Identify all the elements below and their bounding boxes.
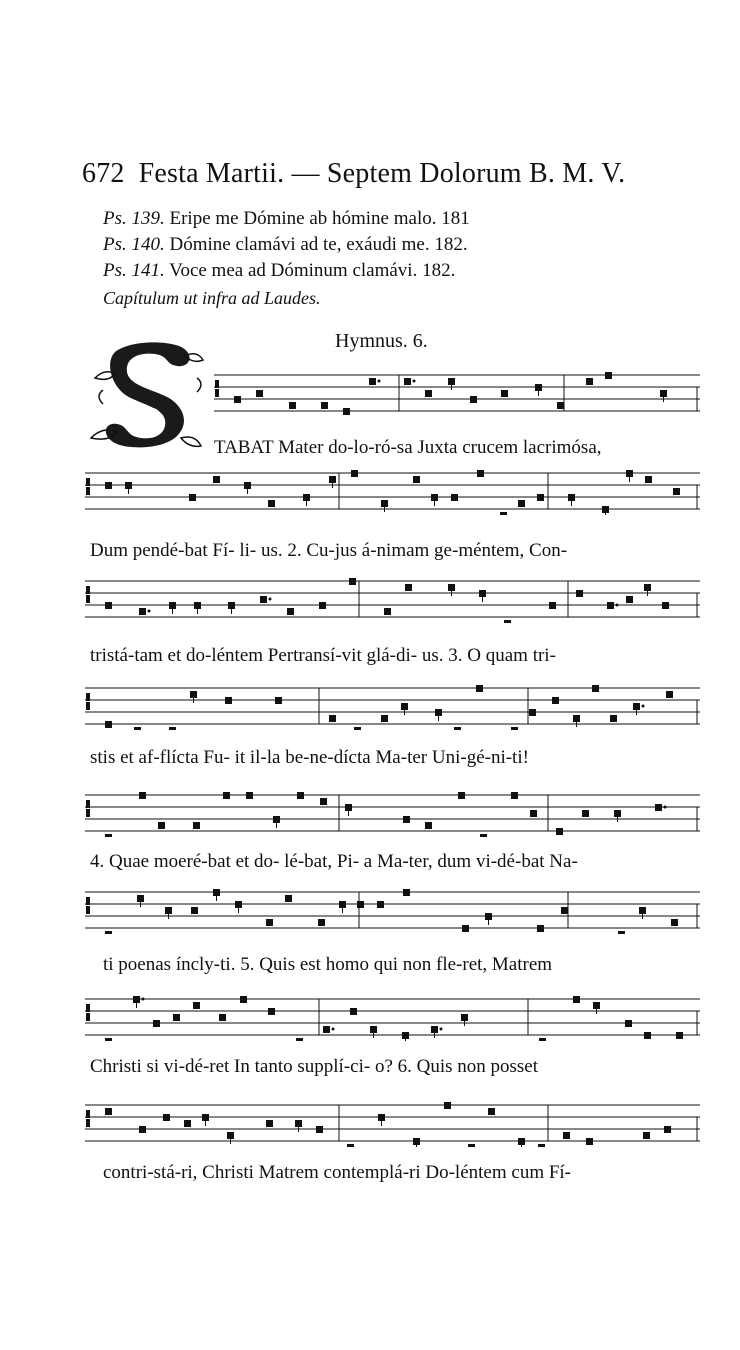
neume [605,372,612,379]
neume [240,996,247,1003]
psalm-ref: Ps. 139. [103,208,165,229]
c-clef [215,380,219,388]
neume [370,1026,377,1033]
neume [357,901,364,908]
psalm-text: Eripe me Dómine ab hómine malo. 181 [169,208,470,229]
lyric-line: Dum pendé-bat Fí- li- us. 2. Cu-jus á-nimam ge-méntem, Con- [90,540,568,561]
hymn-title: Hymnus. 6. [335,330,428,352]
neume [639,907,646,914]
music-staff [85,467,700,515]
neume [518,500,525,507]
lyric-line: contri-stá-ri, Christi Matrem contemplá-ri Do-léntem cum Fí- [103,1162,572,1183]
neume-dot [142,998,145,1001]
neume [549,602,556,609]
psalm-text: Dómine clamávi ad te, exáudi me. 182. [169,234,468,255]
lyric-line: Christi si vi-dé-ret In tanto supplí-ci- o? 6. Quis non posset [90,1056,539,1077]
neume [673,488,680,495]
neume [105,931,112,934]
neume [479,590,486,597]
neume [660,390,667,397]
neume [228,602,235,609]
neume [602,506,609,513]
neume [318,919,325,926]
neume [607,602,614,609]
neume [511,727,518,730]
neume [435,709,442,716]
neume [582,810,589,817]
psalm-ref: Ps. 141. [103,260,165,281]
lyric-line: tristá-tam et do-léntem Pertransí-vit glá-di- us. 3. O quam tri- [90,645,556,666]
neume [476,685,483,692]
neume [413,476,420,483]
neume [552,697,559,704]
lyric-line: stis et af-flícta Fu- it il-la be-ne-dícta Ma-ter Uni-gé-ni-ti! [90,747,529,768]
neume [500,512,507,515]
neume [287,608,294,615]
neume [134,727,141,730]
neume [666,691,673,698]
music-staff [85,1099,700,1147]
c-clef [86,586,90,594]
neume [431,1026,438,1033]
lyric-line: 4. Quae moeré-bat et do- lé-bat, Pi- a Ma-ter, dum vi-dé-bat Na- [90,851,578,872]
neume [351,470,358,477]
neume [454,727,461,730]
neume [384,608,391,615]
music-staff [85,682,700,730]
neume [633,703,640,710]
neume [404,378,411,385]
neume-dot [440,1028,443,1031]
neume [480,834,487,837]
neume [139,1126,146,1133]
neume [592,685,599,692]
neume-dot [269,598,272,601]
neume [402,1032,409,1039]
psalm-text: Voce mea ad Dóminum clamávi. 182. [169,260,456,281]
neume [537,925,544,932]
neume [625,1020,632,1027]
page-number: 672 [82,158,125,189]
neume [538,1144,545,1147]
neume [378,1114,385,1121]
neume-dot [616,604,619,607]
neume [323,1026,330,1033]
neume [461,1014,468,1021]
neume [655,804,662,811]
decorated-initial [85,338,207,456]
neume [425,822,432,829]
music-staff [85,886,700,934]
neume [329,715,336,722]
neume [133,996,140,1003]
neume [105,602,112,609]
neume [349,578,356,585]
page-title: Festa Martii. — Septem Dolorum B. M. V. [138,158,626,189]
neume [444,1102,451,1109]
neume [403,889,410,896]
neume [193,1002,200,1009]
neume [557,402,564,409]
capitulum-rubric: Capítulum ut infra ad Laudes. [103,288,321,308]
neume [451,494,458,501]
neume [573,715,580,722]
neume [413,1138,420,1145]
neume [586,378,593,385]
neume [194,602,201,609]
neume [535,384,542,391]
neume [289,402,296,409]
neume [268,1008,275,1015]
neume [529,709,536,716]
neume [377,901,384,908]
running-head [82,158,625,190]
neume [125,482,132,489]
neume [260,596,267,603]
music-staff [85,789,700,837]
neume [320,798,327,805]
neume [354,727,361,730]
neume [644,584,651,591]
neume [273,816,280,823]
c-clef [86,487,90,495]
neume [401,703,408,710]
neume [285,895,292,902]
neume [139,792,146,799]
neume [626,596,633,603]
neume [593,1002,600,1009]
neume [462,925,469,932]
neume [223,792,230,799]
neume [105,834,112,837]
psalm-line [103,260,455,282]
neume-dot [413,380,416,383]
neume [169,602,176,609]
neume [191,907,198,914]
neume-dot [148,610,151,613]
lyric-line: TABAT Mater do-lo-ró-sa Juxta crucem lacrimósa, [214,437,602,458]
neume [477,470,484,477]
neume [266,919,273,926]
c-clef [86,693,90,701]
neume [676,1032,683,1039]
psalm-ref: Ps. 140. [103,234,165,255]
neume [105,482,112,489]
c-clef [86,702,90,710]
neume [485,913,492,920]
c-clef [86,1004,90,1012]
neume-dot [378,380,381,383]
neume [626,470,633,477]
neume [470,396,477,403]
neume [537,494,544,501]
neume [347,1144,354,1147]
neume [511,792,518,799]
neume [573,996,580,1003]
c-clef [86,906,90,914]
neume [671,919,678,926]
neume [448,584,455,591]
neume [316,1126,323,1133]
neume [561,907,568,914]
neume [644,1032,651,1039]
c-clef [86,1110,90,1118]
neume [662,602,669,609]
neume [369,378,376,385]
neume [169,727,176,730]
neume [193,822,200,829]
neume [296,1038,303,1041]
neume [105,721,112,728]
psalm-line [103,208,470,230]
neume [425,390,432,397]
neume [381,715,388,722]
neume [105,1108,112,1115]
neume [105,1038,112,1041]
neume-dot [664,806,667,809]
c-clef [86,1119,90,1127]
neume [256,390,263,397]
neume [568,494,575,501]
neume [202,1114,209,1121]
neume [163,1114,170,1121]
neume [458,792,465,799]
neume [234,396,241,403]
neume [213,889,220,896]
neume [329,476,336,483]
neume [246,792,253,799]
neume-dot [332,1028,335,1031]
neume [190,691,197,698]
neume [488,1108,495,1115]
neume [381,500,388,507]
neume [576,590,583,597]
neume [319,602,326,609]
neume [137,895,144,902]
neume [343,408,350,415]
neume-dot [642,705,645,708]
lyric-line: ti poenas íncly-ti. 5. Quis est homo qui non fle-ret, Matrem [103,954,553,975]
neume [468,1144,475,1147]
music-staff [214,369,700,417]
neume [504,620,511,623]
neume [518,1138,525,1145]
neume [184,1120,191,1127]
neume [530,810,537,817]
neume [189,494,196,501]
neume [586,1138,593,1145]
neume [244,482,251,489]
neume [448,378,455,385]
neume [173,1014,180,1021]
c-clef [86,800,90,808]
c-clef [86,595,90,603]
psalm-line [103,234,468,256]
neume [664,1126,671,1133]
neume [405,584,412,591]
c-clef [86,1013,90,1021]
neume [321,402,328,409]
neume [645,476,652,483]
neume [153,1020,160,1027]
music-staff [85,993,700,1041]
neume [610,715,617,722]
neume [225,697,232,704]
neume [339,901,346,908]
c-clef [86,478,90,486]
neume [403,816,410,823]
neume [431,494,438,501]
neume [618,931,625,934]
neume [350,1008,357,1015]
neume [165,907,172,914]
neume [266,1120,273,1127]
c-clef [86,897,90,905]
neume [539,1038,546,1041]
neume [303,494,310,501]
neume [614,810,621,817]
c-clef [215,389,219,397]
neume [158,822,165,829]
neume [295,1120,302,1127]
neume [345,804,352,811]
c-clef [86,809,90,817]
neume [268,500,275,507]
neume [556,828,563,835]
neume [297,792,304,799]
music-staff [85,575,700,623]
neume [501,390,508,397]
neume [275,697,282,704]
neume [227,1132,234,1139]
neume [219,1014,226,1021]
neume [213,476,220,483]
neume [139,608,146,615]
neume [563,1132,570,1139]
neume [643,1132,650,1139]
neume [235,901,242,908]
